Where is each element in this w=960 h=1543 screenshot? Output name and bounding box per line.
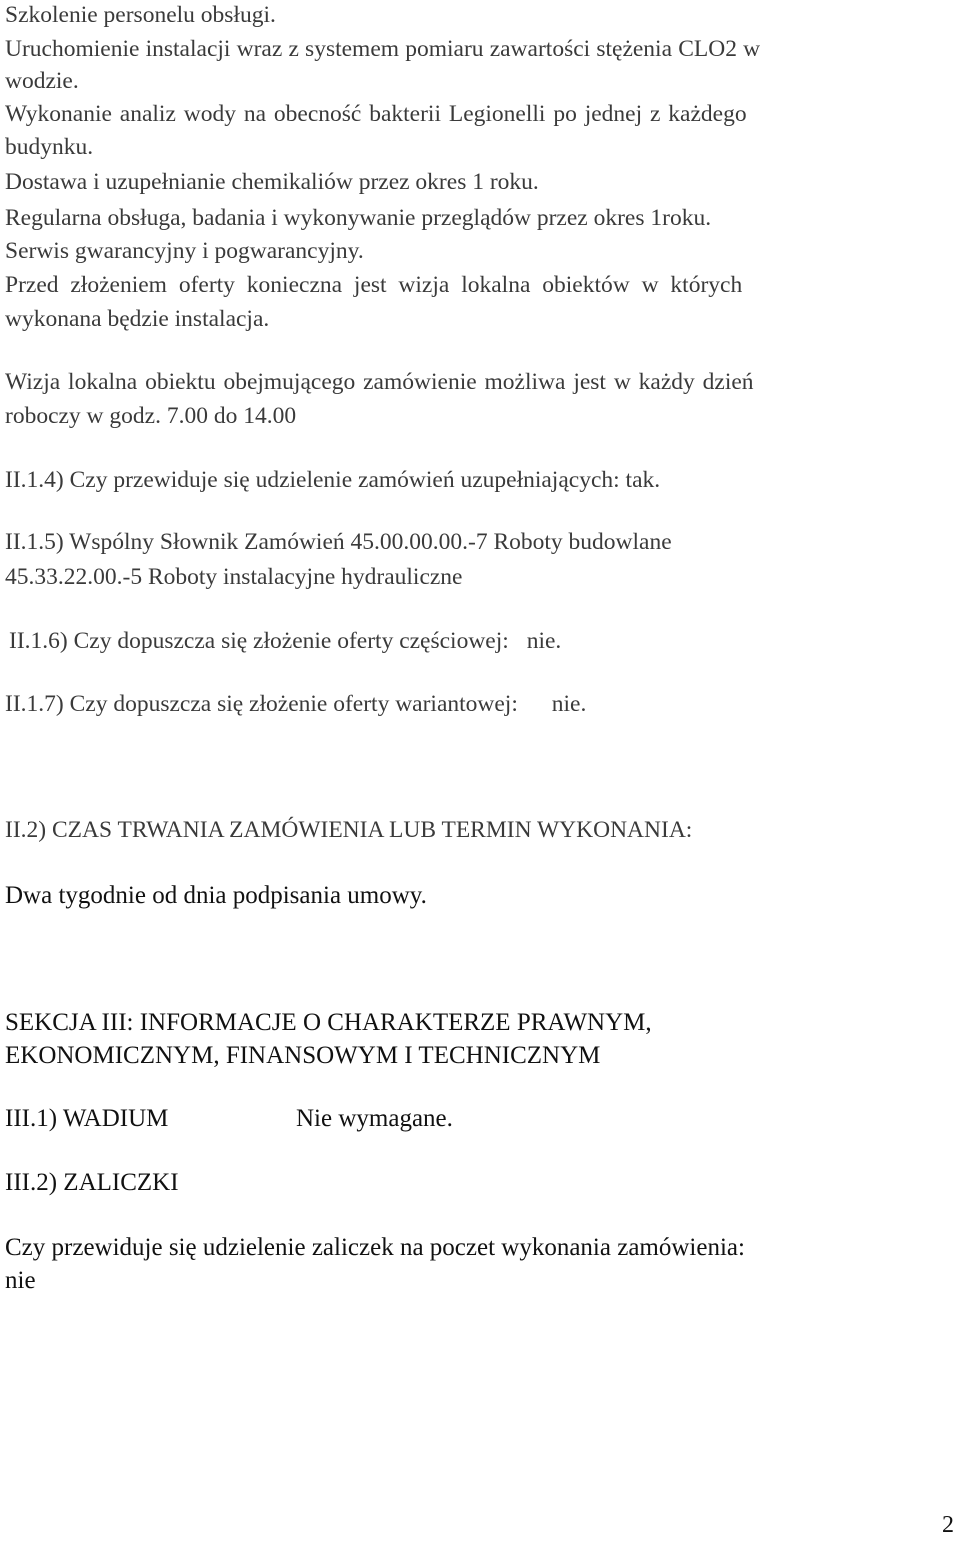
text-line: Przed złożeniem oferty konieczna jest wizja lokalna obiektów w których [5, 272, 743, 298]
question-text: II.1.7) Czy dopuszcza się złożenie oferty wariantowej: [5, 691, 518, 717]
value-text: Nie wymagane. [296, 1105, 453, 1132]
label-text: III.1) WADIUM [5, 1105, 169, 1132]
text-line: Wykonanie analiz wody na obecność bakterii Legionelli po jednej z każdego [5, 101, 747, 127]
text-line [5, 1106, 453, 1131]
question-text: II.1.6) Czy dopuszcza się złożenie oferty częściowej: [9, 628, 509, 654]
text-line: III.2) ZALICZKI [5, 1169, 179, 1196]
answer-text: nie. [551, 691, 587, 717]
text-line [9, 630, 561, 654]
answer-text: nie. [526, 628, 562, 654]
text-line: Uruchomienie instalacji wraz z systemem pomiaru zawartości stężenia CLO2 w [5, 36, 761, 62]
text-line: Szkolenie personelu obsługi. [5, 2, 276, 28]
text-line: II.1.5) Wspólny Słownik Zamówień 45.00.00.00.-7 Roboty budowlane [5, 529, 672, 555]
text-line: wykonana będzie instalacja. [5, 306, 270, 332]
section-heading: EKONOMICZNYM, FINANSOWYM I TECHNICZNYM [5, 1042, 601, 1069]
text-line: II.1.4) Czy przewiduje się udzielenie zamówień uzupełniających: tak. [5, 467, 661, 493]
text-line: Serwis gwarancyjny i pogwarancyjny. [5, 238, 364, 264]
text-line: Dostawa i uzupełnianie chemikaliów przez okres 1 roku. [5, 169, 539, 195]
section-heading: II.2) CZAS TRWANIA ZAMÓWIENIA LUB TERMIN WYKONANIA: [5, 817, 693, 843]
section-heading: SEKCJA III: INFORMACJE O CHARAKTERZE PRAWNYM, [5, 1009, 652, 1036]
text-line: Czy przewiduje się udzielenie zaliczek na poczet wykonania zamówienia: [5, 1234, 745, 1261]
text-line: wodzie. [5, 68, 79, 94]
text-line [5, 693, 586, 717]
text-line: Dwa tygodnie od dnia podpisania umowy. [5, 882, 427, 909]
text-line: Regularna obsługa, badania i wykonywanie przeglądów przez okres 1roku. [5, 205, 712, 231]
text-line: budynku. [5, 134, 94, 160]
text-line: roboczy w godz. 7.00 do 14.00 [5, 403, 297, 429]
text-line: Wizja lokalna obiektu obejmującego zamówienie możliwa jest w każdy dzień [5, 369, 754, 395]
page-number: 2 [942, 1512, 954, 1538]
text-line: 45.33.22.00.-5 Roboty instalacyjne hydrauliczne [5, 564, 463, 590]
text-line: nie [5, 1267, 36, 1294]
